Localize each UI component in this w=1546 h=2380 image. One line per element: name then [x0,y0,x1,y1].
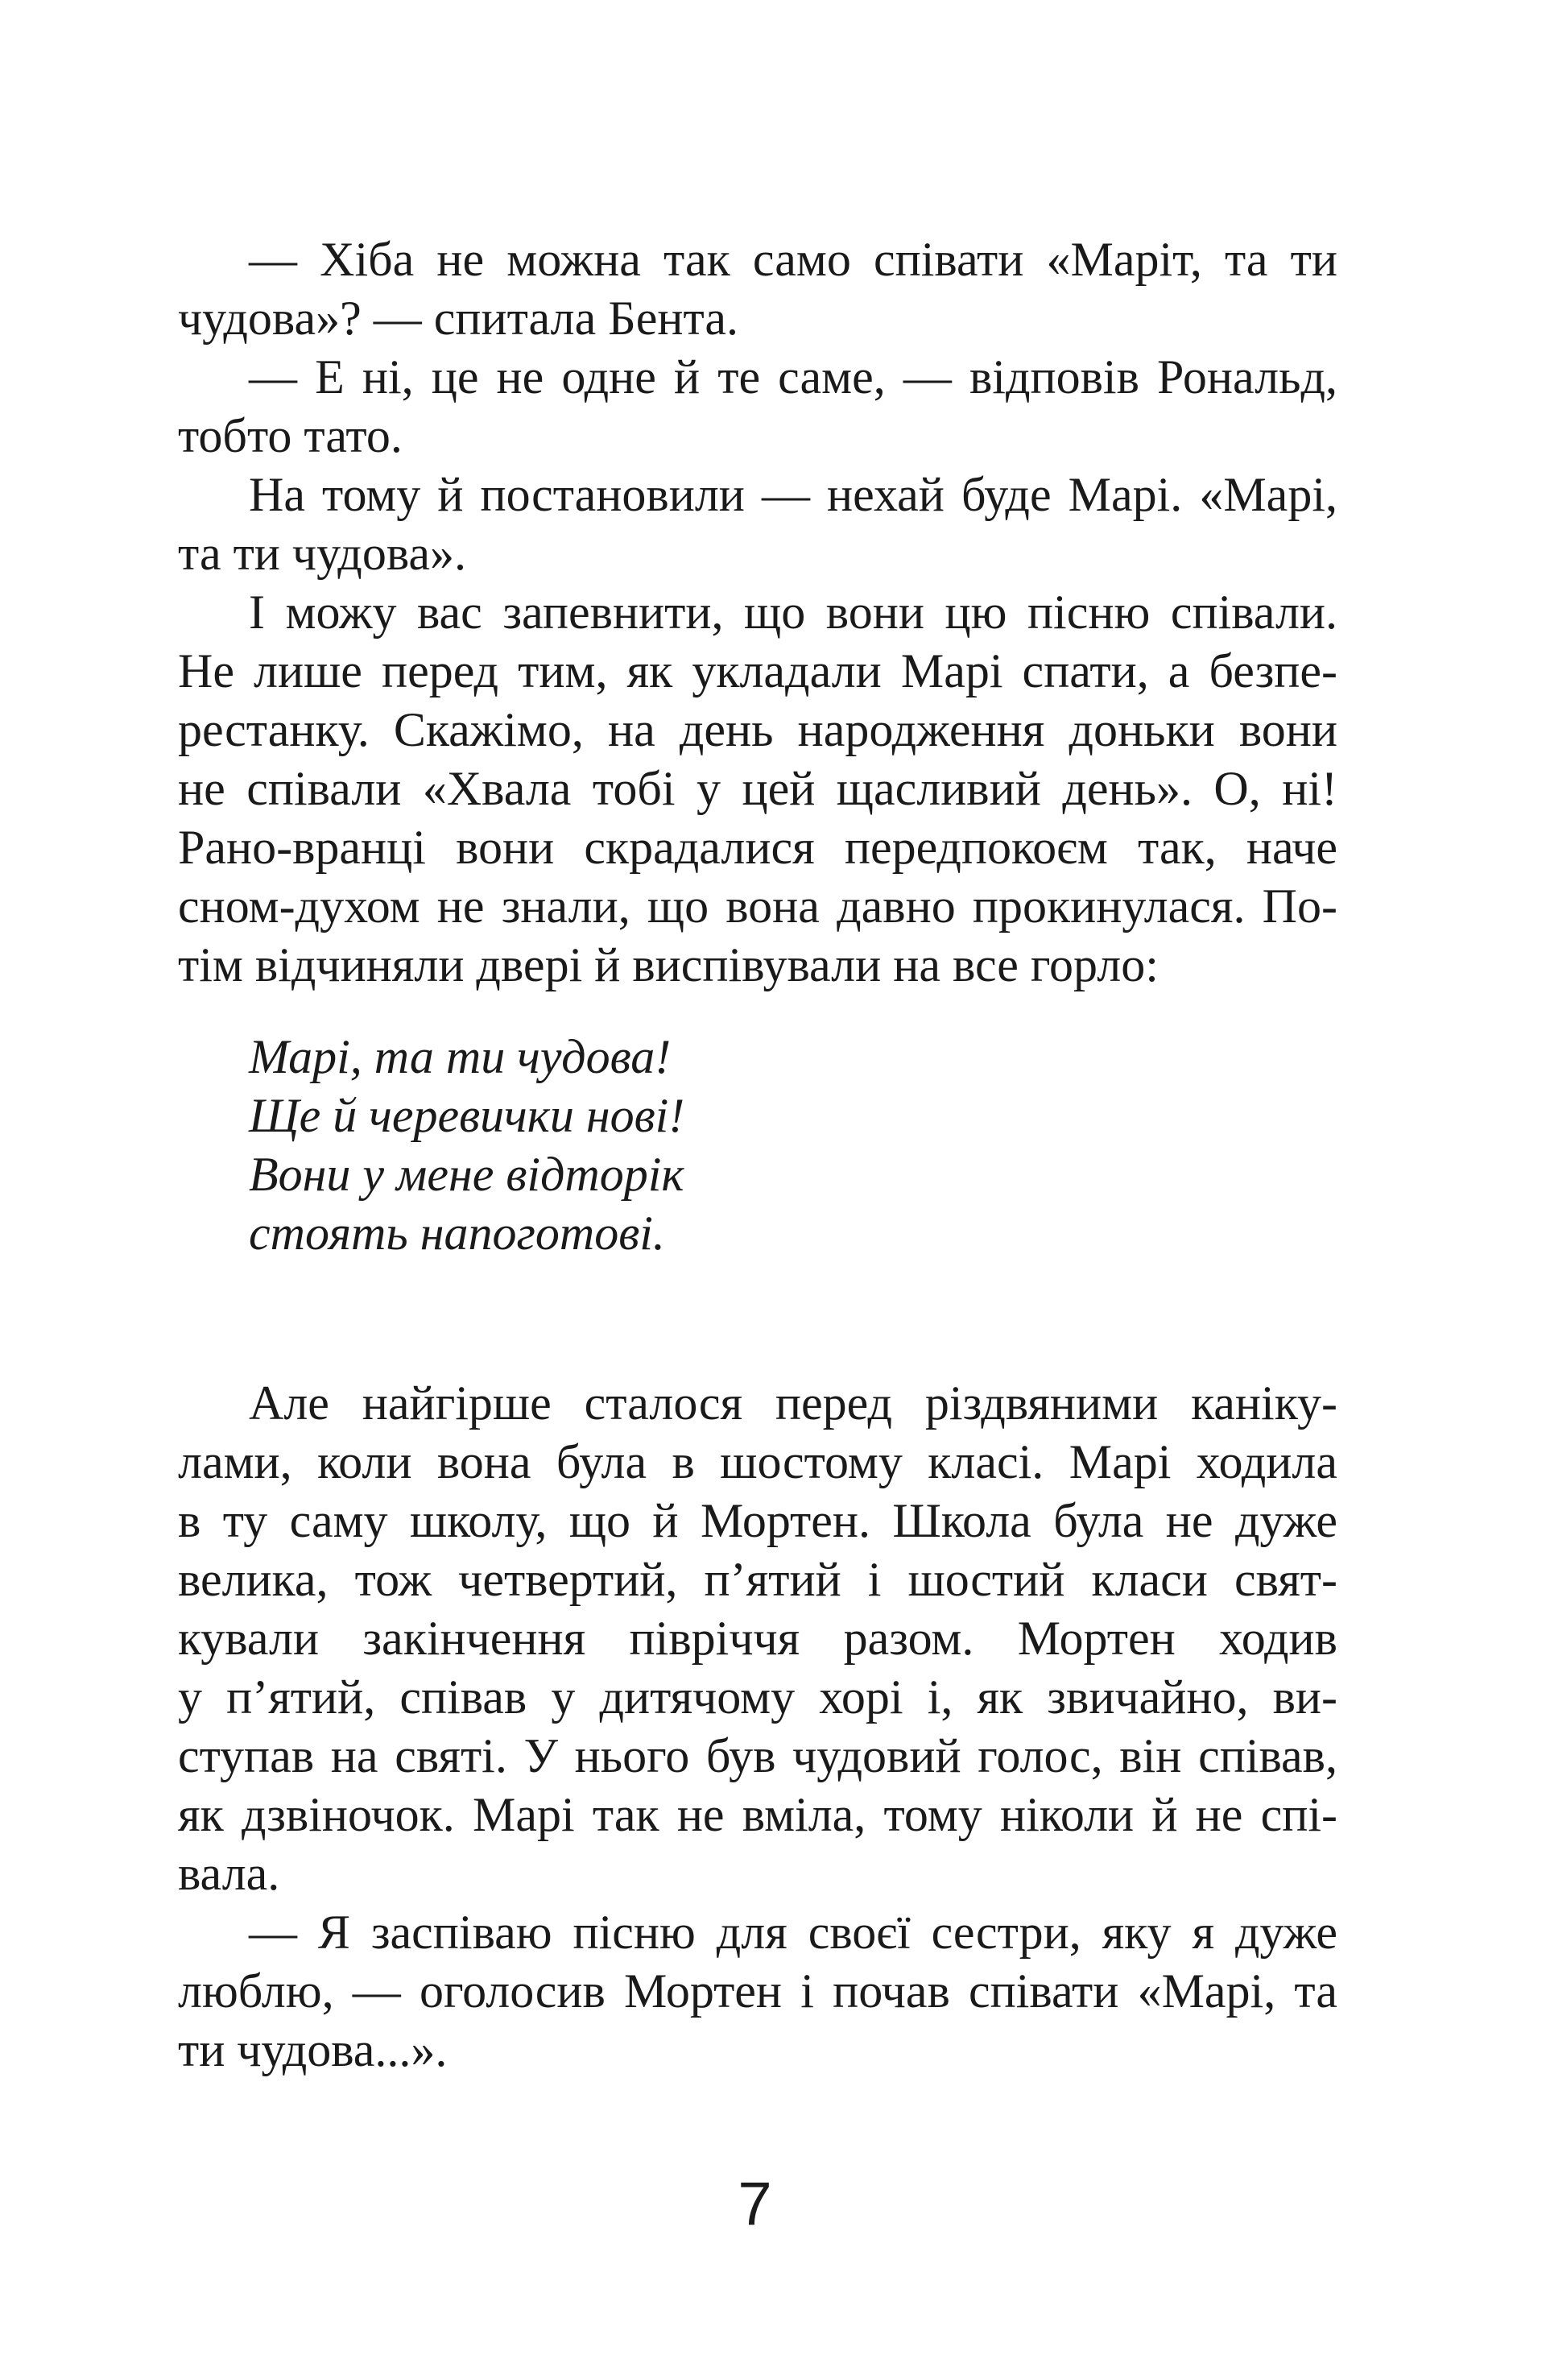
text-line: вала. [178,1847,280,1900]
poem-verse [249,1028,1215,1263]
text-line: — Хіба не можна так само співати «Маріт, та ти [249,233,1337,286]
text-line: як дзвіночок. Марі так не вміла, тому ніколи й не спі- [178,1788,1337,1841]
text-line: тобто тато. [178,409,403,462]
poem-line: стоять напоготові. [249,1207,665,1260]
text-line: кували закінчення півріччя разом. Мортен ходив [178,1612,1337,1665]
text-line: люблю, — оголосив Мортен і почав співати «Марі, та [178,1964,1337,2018]
text-line: ступав на святі. У нього був чудовий голос, він співав, [178,1729,1337,1782]
text-line: Рано-вранці вони скрадалися передпокоєм так, наче [178,821,1337,874]
text-line: сном-духом не знали, що вона давно прокинулася. По- [178,880,1337,933]
text-line: На тому й постановили — нехай буде Марі. «Марі, [249,468,1337,521]
poem-line: Марі, та ти чудова! [249,1030,672,1083]
poem-line: Ще й черевички нові! [249,1089,685,1142]
text-line: лами, коли вона була в шостому класі. Марі ходила [178,1435,1337,1488]
text-line: Не лише перед тим, як укладали Марі спати, а безпе- [178,644,1337,697]
text-line: — Е ні, це не одне й те саме, — відповів Рональд, [249,350,1337,404]
text-line: не співали «Хвала тобі у цей щасливий день». О, ні! [178,762,1337,815]
text-line: — Я заспіваю пісню для своєї сестри, яку я дуже [249,1906,1337,1959]
text-line: І можу вас запевнити, що вони цю пісню співали. [249,586,1337,639]
text-line: ти чудова...». [178,2023,448,2076]
text-line: чудова»? — спитала Бента. [178,292,739,345]
text-block-2 [178,1374,1337,2080]
text-line: Але найгірше сталося перед різдвяними каніку- [249,1376,1337,1430]
text-line: тім відчиняли двері й виспівували на все горло: [178,938,1159,991]
page-number: 7 [738,2170,772,2238]
text-line: в ту саму школу, що й Мортен. Школа була не дуже [178,1494,1337,1547]
text-line: рестанку. Скажімо, на день народження доньки вони [178,703,1337,756]
poem-line: Вони у мене відторік [249,1148,684,1201]
text-line: та ти чудова». [178,527,467,580]
text-line: у п’ятий, співав у дитячому хорі і, як звичайно, ви- [178,1670,1337,1724]
text-block-1 [178,230,1337,995]
text-line: велика, тож четвертий, п’ятий і шостий класи свят- [178,1553,1337,1606]
